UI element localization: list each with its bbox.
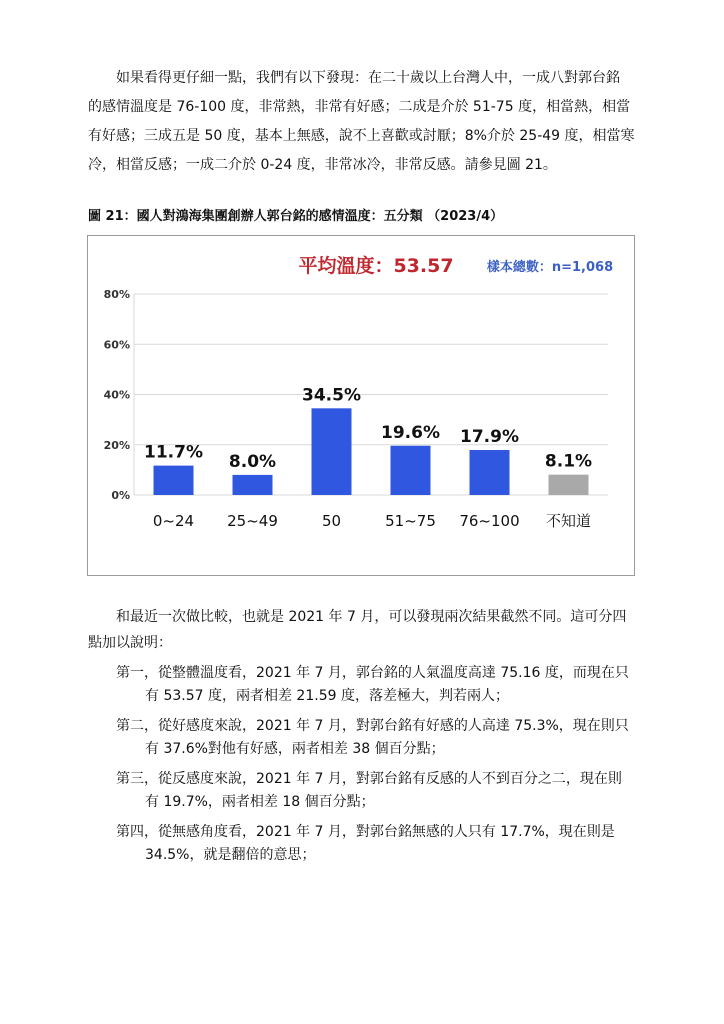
bar xyxy=(312,408,352,495)
sample-size-note: 樣本總數：n=1,068 xyxy=(486,260,614,275)
chart-title: 平均溫度：53.57 xyxy=(298,255,454,277)
point-line-1: 第三，從反感度來說，2021 年 7 月，對郭台銘有反感的人不到百分之二，現在則 xyxy=(116,771,622,787)
y-tick-label: 60% xyxy=(103,338,130,352)
point-line-2: 有 37.6%對他有好感，兩者相差 38 個百分點； xyxy=(145,741,445,757)
list-item xyxy=(116,715,640,761)
bar-value-label: 11.7% xyxy=(144,442,203,463)
bar xyxy=(470,450,510,495)
intro-line: 冷，相當反感；一成二介於 0-24 度，非常冰冷，非常反感。請參見圖 21。 xyxy=(88,157,557,173)
bar-value-label: 34.5% xyxy=(302,385,361,406)
comparison-line: 和最近一次做比較，也就是 2021 年 7 月，可以發現兩次結果截然不同。這可分四 xyxy=(116,609,627,625)
x-category-label: 25~49 xyxy=(227,512,278,530)
y-tick-label: 0% xyxy=(111,489,130,502)
comparison-paragraph xyxy=(88,604,640,656)
bar-chart xyxy=(88,236,634,575)
chart-container xyxy=(87,235,635,576)
point-line-1: 第二，從好感度來說，2021 年 7 月，對郭台銘有好感的人高達 75.3%，現在則只 xyxy=(116,718,629,734)
x-category-label: 不知道 xyxy=(545,512,592,530)
bar-value-label: 8.0% xyxy=(228,451,277,472)
point-line-2: 有 53.57 度，兩者相差 21.59 度，落差極大，判若兩人； xyxy=(145,688,509,704)
point-line-2: 34.5%，就是翻倍的意思； xyxy=(145,847,316,863)
x-category-label: 50 xyxy=(321,512,342,530)
point-line-2: 有 19.7%，兩者相差 18 個百分點； xyxy=(145,794,375,810)
x-category-label: 76~100 xyxy=(459,512,520,530)
bar xyxy=(154,466,194,495)
list-item xyxy=(116,768,640,814)
intro-line: 如果看得更仔細一點，我們有以下發現：在二十歲以上台灣人中，一成八對郭台銘 xyxy=(116,70,620,86)
bar xyxy=(391,446,431,495)
x-category-label: 0~24 xyxy=(152,512,195,530)
y-tick-label: 80% xyxy=(103,288,130,301)
bar-value-label: 17.9% xyxy=(460,427,519,448)
bar-value-label: 8.1% xyxy=(544,451,593,472)
bar xyxy=(233,475,273,495)
intro-paragraph xyxy=(88,64,640,180)
point-line-1: 第一，從整體溫度看，2021 年 7 月，郭台銘的人氣溫度高達 75.16 度，而現在只 xyxy=(116,665,629,681)
figure-caption: 圖 21：國人對鴻海集團創辦人郭台銘的感情溫度：五分類 （2023/4） xyxy=(88,209,504,224)
bar-value-label: 19.6% xyxy=(381,422,440,443)
point-line-1: 第四，從無感角度看，2021 年 7 月，對郭台銘無感的人只有 17.7%，現在則是 xyxy=(116,824,615,840)
list-item xyxy=(116,662,640,708)
intro-line: 有好感；三成五是 50 度，基本上無感，說不上喜歡或討厭；8%介於 25-49 度，相當寒 xyxy=(88,128,635,144)
y-tick-label: 40% xyxy=(103,388,130,402)
intro-line: 的感情溫度是 76-100 度，非常熱，非常有好感；二成是介於 51-75 度，相當熱，相當 xyxy=(88,99,631,115)
comparison-line: 點加以說明： xyxy=(88,635,172,651)
y-tick-label: 20% xyxy=(103,438,130,452)
bar xyxy=(549,475,589,495)
list-item xyxy=(116,821,640,867)
x-category-label: 51~75 xyxy=(385,512,436,530)
